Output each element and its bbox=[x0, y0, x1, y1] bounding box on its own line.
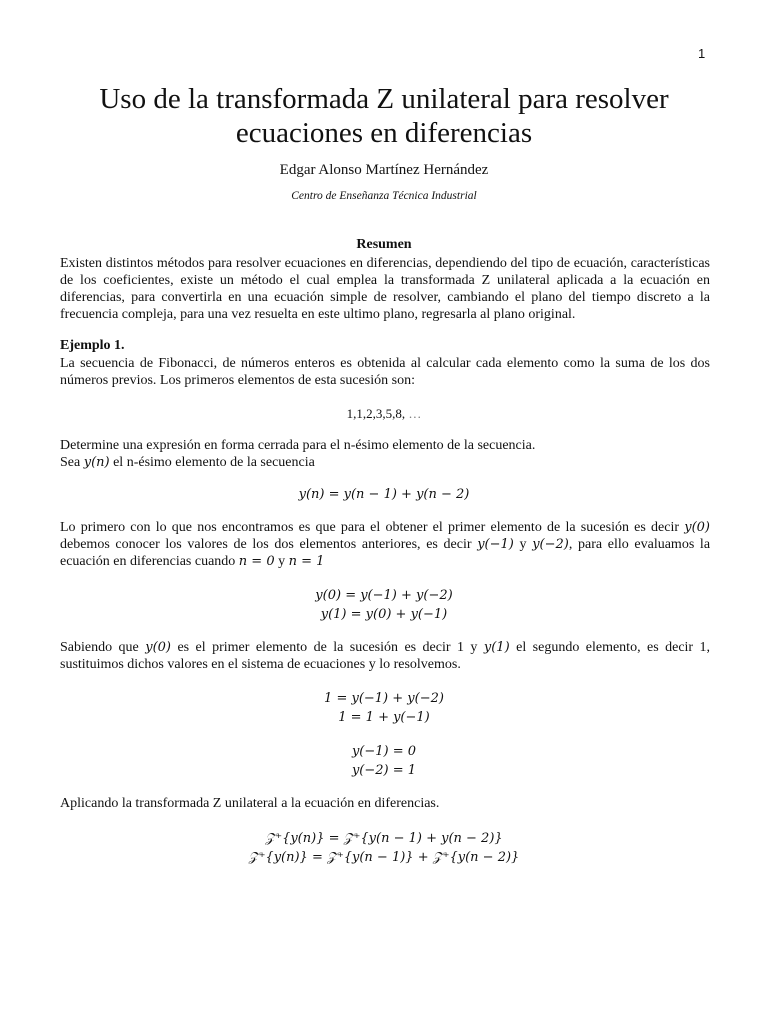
equation-y1: y(1) = y(0) + y(−1) bbox=[320, 607, 448, 622]
text-segment: el segundo elemento, es decir 1, sustituimos dichos valores en el sistema de ecuaciones y lo resolvemos. bbox=[60, 640, 711, 672]
math-n1: n = 1 bbox=[288, 554, 325, 569]
math-ym2: y(−2) bbox=[532, 537, 569, 552]
page-number: 1 bbox=[698, 46, 706, 61]
math-y0: y(0) bbox=[684, 520, 711, 535]
sequence-ellipsis: … bbox=[408, 406, 422, 421]
equation-z-2: 𝒵⁺{y(n)} = 𝒵⁺{y(n − 1)} + 𝒵⁺{y(n − 2)} bbox=[248, 850, 520, 865]
text-y: y bbox=[278, 554, 286, 569]
text-segment: Lo primero con lo que nos encontramos es que para el obtener el primer elemento de la sucesión es decir bbox=[60, 520, 680, 535]
sequence-values: 1,1,2,3,5,8, bbox=[346, 406, 406, 421]
text-segment: Sabiendo que bbox=[60, 640, 139, 655]
paragraph-determine bbox=[60, 437, 710, 471]
math-n0: n = 0 bbox=[238, 554, 275, 569]
equation-substituted-2: 1 = 1 + y(−1) bbox=[338, 710, 430, 725]
paragraph-initial-values bbox=[60, 519, 710, 570]
paragraph-apply-z: Aplicando la transformada Z unilateral a la ecuación en diferencias. bbox=[60, 796, 440, 811]
text-segment: debemos conocer los valores de los dos elementos anteriores, es decir bbox=[60, 537, 472, 552]
sea-rest-text: el n-ésimo elemento de la secuencia bbox=[113, 455, 315, 470]
equation-system-2 bbox=[60, 689, 708, 727]
equation-ym1-value: y(−1) = 0 bbox=[351, 744, 417, 759]
equation-solution bbox=[60, 742, 708, 780]
affiliation: Centro de Enseñanza Técnica Industrial bbox=[291, 190, 477, 202]
recurrence-formula: y(n) = y(n − 1) + y(n − 2) bbox=[298, 487, 470, 502]
sea-text: Sea bbox=[60, 455, 81, 470]
math-ym1: y(−1) bbox=[477, 537, 514, 552]
author-name: Edgar Alonso Martínez Hernández bbox=[279, 162, 489, 178]
text-y: y bbox=[519, 537, 527, 552]
equation-ym2-value: y(−2) = 1 bbox=[351, 763, 417, 778]
example-heading: Ejemplo 1. bbox=[60, 338, 125, 353]
abstract-heading: Resumen bbox=[356, 237, 412, 252]
equation-z-transform bbox=[60, 829, 708, 867]
abstract-text: Existen distintos métodos para resolver ecuaciones en diferencias, dependiendo del tipo de ecuación, características de los coeficientes, existe un método el cual emplea la transformada Z unilateral aplicada a la ecuación en diferencias, para convertirla en una ecuación simple de resolver, cambiando el plano del tiempo discreto a la frecuencia compleja, para una vez resuelta en este ultimo plano, regresarla al plano original. bbox=[60, 256, 710, 322]
equation-y0: y(0) = y(−1) + y(−2) bbox=[315, 588, 453, 603]
paragraph-substitute bbox=[60, 639, 710, 673]
paragraph-fibonacci: La secuencia de Fibonacci, de números enteros es obtenida al calcular cada elemento como la suma de los dos números previos. Los primeros elementos de esta sucesión son: bbox=[60, 356, 710, 388]
document-title bbox=[60, 82, 708, 150]
equation-system-1 bbox=[60, 586, 708, 624]
math-y0: y(0) bbox=[145, 640, 171, 655]
fibonacci-sequence bbox=[60, 404, 708, 423]
math-y1: y(1) bbox=[483, 640, 510, 655]
math-yn: y(n) bbox=[83, 455, 110, 470]
equation-z-1: 𝒵⁺{y(n)} = 𝒵⁺{y(n − 1) + y(n − 2)} bbox=[265, 831, 503, 846]
equation-recurrence bbox=[60, 485, 708, 504]
determine-text: Determine una expresión en forma cerrada para el n-ésimo elemento de la secuencia. bbox=[60, 438, 536, 453]
text-segment: , para ello evaluamos la ecuación en diferencias cuando bbox=[60, 537, 711, 569]
title-line-1: Uso de la transformada Z unilateral para resolver bbox=[99, 83, 669, 115]
equation-substituted-1: 1 = y(−1) + y(−2) bbox=[324, 691, 444, 706]
text-segment: es el primer elemento de la sucesión es decir 1 y bbox=[177, 640, 478, 655]
title-line-2: ecuaciones en diferencias bbox=[235, 117, 533, 149]
